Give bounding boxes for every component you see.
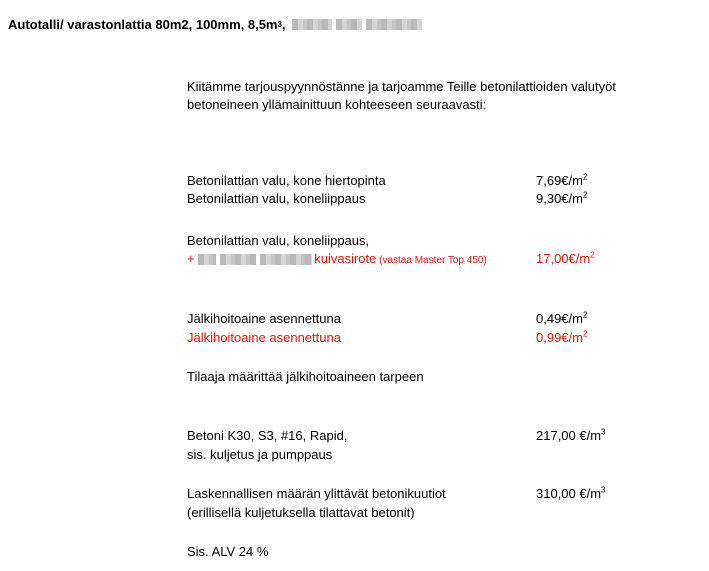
concrete-line-1: Betoni K30, S3, #16, Rapid,: [187, 428, 348, 443]
option-price: $17,00€/m^2$: [536, 250, 595, 266]
client-note: Tilaaja määrittää jälkihoitoaineen tarpeen: [187, 369, 424, 384]
concrete-line-2: sis. kuljetus ja pumppaus: [187, 447, 333, 462]
excess-line-2: (erillisellä kuljetuksella tilattavat betonit): [187, 505, 415, 520]
redacted-text: [198, 254, 216, 265]
redacted-text: [336, 19, 362, 30]
redacted-text: [220, 254, 256, 265]
item-label: Betonilattian valu, koneliippaus: [187, 191, 366, 206]
excess-line-1: Laskennallisen määrän ylittävät betonikuutiot: [187, 486, 446, 501]
excess-price: 310,00 $€/m^3$: [536, 485, 606, 501]
concrete-price: 217,00 $€/m^3$: [536, 427, 606, 443]
aftercare-price-red: $0,99€/m^2$: [536, 329, 588, 345]
item-price: $7,69€/m^2$: [536, 172, 588, 188]
option-label: Betonilattian valu, koneliippaus,: [187, 233, 370, 248]
redacted-text: [292, 19, 332, 30]
aftercare-label: Jälkihoitoaine asennettuna: [187, 311, 341, 326]
vat-note: Sis. ALV 24 %: [187, 544, 269, 559]
header-title-comma: ,: [281, 17, 286, 32]
redacted-text: [260, 254, 312, 265]
intro-line-2: betoneineen yllämainittuun kohteeseen seuraavasti:: [187, 97, 487, 112]
document-header: Autotalli/ varastonlattia 80m2, 100mm, 8,5m 3 ,: [8, 17, 422, 32]
item-label: Betonilattian valu, kone hiertopinta: [187, 173, 386, 188]
item-price: $9,30€/m^2$: [536, 190, 588, 206]
redacted-text: [366, 19, 422, 30]
intro-line-1: Kiitämme tarjouspyynnöstänne ja tarjoamme Teille betonilattioiden valutyöt: [187, 79, 616, 94]
option-product-line: + kuivasirote (vastaa Master Top 450): [187, 251, 487, 266]
aftercare-label-red: Jälkihoitoaine asennettuna: [187, 330, 341, 345]
aftercare-price: $0,49€/m^2$: [536, 310, 588, 326]
header-title: Autotalli/ varastonlattia 80m2, 100mm, 8,5m: [8, 17, 278, 32]
